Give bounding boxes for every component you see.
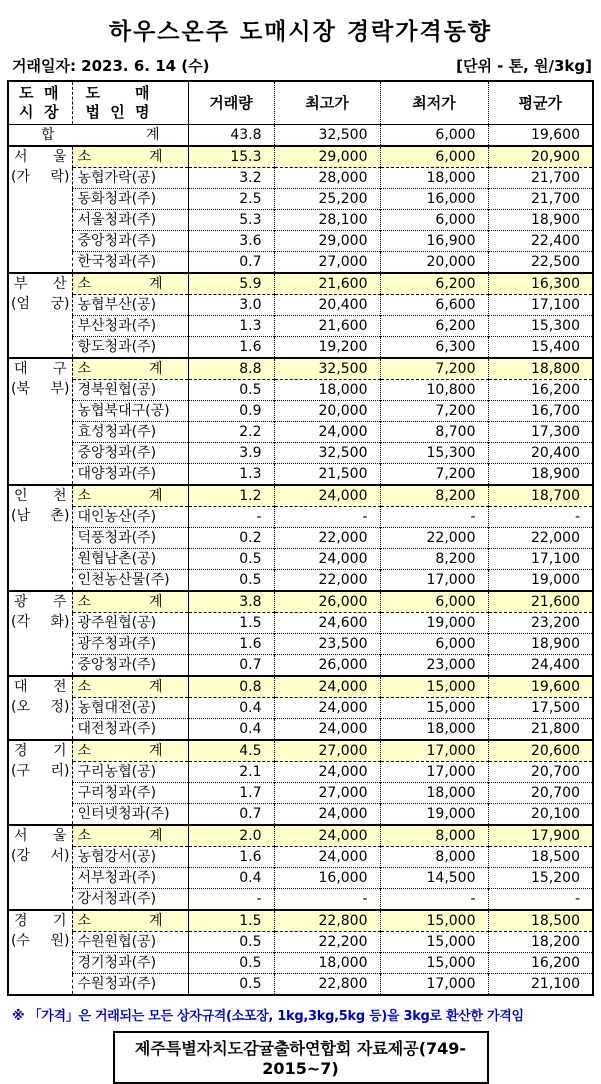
market-branch: (엄 궁) [11,296,70,313]
corp-name: 경기청과(주) [72,952,188,973]
corp-row [8,400,593,421]
header-market-line1: 도 매 [19,83,59,102]
cell-high-price: 24,000 [274,548,380,569]
cell-high-price: 22,800 [274,910,380,932]
cell-high-price: 21,500 [274,463,380,485]
cell-volume: 0.2 [188,527,274,548]
corp-row [8,761,593,782]
cell-low-price: 6,200 [380,315,488,336]
cell-volume: 3.2 [188,167,274,188]
corp-name: 광주원협(공) [72,612,188,633]
total-label: 합 계 [41,126,160,143]
corp-row [8,527,593,548]
cell-volume: 0.9 [188,400,274,421]
cell-volume: - [188,888,274,910]
cell-avg-price: 16,200 [488,379,593,400]
corp-name: 소 계 [72,146,188,168]
cell-low-price: 15,300 [380,442,488,463]
corp-name: 소 계 [72,676,188,698]
cell-volume: 2.2 [188,421,274,442]
cell-low-price: 19,000 [380,803,488,825]
cell-avg-price: 16,700 [488,400,593,421]
corp-row [8,846,593,867]
cell-volume: 0.4 [188,718,274,740]
cell-avg-price: 20,700 [488,761,593,782]
cell-volume: 0.5 [188,569,274,591]
cell-high-price: 18,000 [274,379,380,400]
cell-volume: 0.5 [188,548,274,569]
corp-name: 부산청과(주) [72,315,188,336]
cell-avg-price: 20,900 [488,146,593,168]
market-cell [8,485,72,591]
corp-name: 소 계 [72,825,188,847]
cell-low-price: 6,000 [380,591,488,613]
market-branch: (북 부) [11,381,70,398]
cell-high-price: 24,600 [274,612,380,633]
unit-label: [단위 - 톤, 원/3kg] [456,57,592,75]
cell-volume: 0.5 [188,952,274,973]
cell-volume: 3.6 [188,230,274,251]
market-name: 부 산 [14,275,67,292]
cell-high-price: 29,000 [274,146,380,168]
corp-name: 한국청과(주) [72,251,188,273]
corp-name: 농협부산(공) [72,294,188,315]
corp-row [8,421,593,442]
corp-row [8,251,593,273]
cell-high-price: - [274,888,380,910]
cell-low-price: 8,000 [380,825,488,847]
cell-low-price: 17,000 [380,740,488,762]
corp-row [8,230,593,251]
cell-low-price: 23,000 [380,654,488,676]
corp-name: 광주청과(주) [72,633,188,654]
cell-volume: 2.0 [188,825,274,847]
market-name: 서 울 [14,827,67,844]
total-row [8,124,593,146]
cell-low-price: 8,200 [380,548,488,569]
corp-row [8,931,593,952]
cell-low-price: 17,000 [380,761,488,782]
header-row [8,81,593,124]
market-cell [8,591,72,676]
corp-row [8,506,593,527]
market-name: 광 주 [14,593,67,610]
corp-name: 대양청과(주) [72,463,188,485]
corp-name: 구리청과(주) [72,782,188,803]
cell-high-price: 24,000 [274,761,380,782]
subtotal-row [8,825,593,847]
cell-avg-price: 16,300 [488,273,593,295]
corp-row [8,188,593,209]
cell-low-price: 6,300 [380,336,488,358]
cell-high-price: 27,000 [274,251,380,273]
cell-volume: 1.5 [188,612,274,633]
cell-avg-price: 15,200 [488,867,593,888]
cell-high-price: 25,200 [274,188,380,209]
cell-low-price: 18,000 [380,718,488,740]
cell-volume: 0.7 [188,654,274,676]
corp-name: 구리농협(공) [72,761,188,782]
cell-avg-price: 16,200 [488,952,593,973]
subtotal-row [8,910,593,932]
cell-avg-price: 19,600 [488,676,593,698]
cell-low-price: 6,000 [380,124,488,146]
corp-name: 동화청과(주) [72,188,188,209]
header-avg-price: 평균가 [488,81,593,124]
cell-low-price: 6,600 [380,294,488,315]
cell-avg-price: 18,900 [488,463,593,485]
subtotal-row [8,676,593,698]
market-cell [8,146,72,273]
cell-avg-price: 18,900 [488,633,593,654]
cell-avg-price: 21,100 [488,973,593,995]
cell-volume: 1.3 [188,315,274,336]
cell-high-price: 26,000 [274,591,380,613]
subtotal-row [8,740,593,762]
cell-avg-price: - [488,506,593,527]
cell-volume: 4.5 [188,740,274,762]
cell-high-price: - [274,506,380,527]
corp-row [8,294,593,315]
cell-avg-price: 19,600 [488,124,593,146]
corp-row [8,569,593,591]
market-branch: (오 정) [11,699,70,716]
corp-name: 소 계 [72,591,188,613]
corp-row [8,888,593,910]
cell-high-price: 32,500 [274,124,380,146]
cell-low-price: 8,700 [380,421,488,442]
cell-high-price: 24,000 [274,421,380,442]
corp-name: 소 계 [72,358,188,380]
cell-low-price: 16,900 [380,230,488,251]
cell-high-price: 24,000 [274,718,380,740]
cell-low-price: 8,000 [380,846,488,867]
cell-volume: 1.7 [188,782,274,803]
cell-high-price: 24,000 [274,846,380,867]
cell-high-price: 21,600 [274,315,380,336]
cell-avg-price: 20,100 [488,803,593,825]
cell-volume: 1.6 [188,633,274,654]
cell-low-price: 15,000 [380,931,488,952]
cell-low-price: 14,500 [380,867,488,888]
corp-name: 농협대전(공) [72,697,188,718]
market-name: 대 구 [14,360,67,377]
cell-high-price: 27,000 [274,782,380,803]
cell-low-price: 18,000 [380,782,488,803]
cell-volume: 1.2 [188,485,274,507]
corp-name: 수원청과(주) [72,973,188,995]
cell-volume: 0.7 [188,251,274,273]
cell-avg-price: 18,900 [488,209,593,230]
corp-row [8,973,593,995]
cell-avg-price: 17,100 [488,294,593,315]
cell-avg-price: 20,700 [488,782,593,803]
cell-avg-price: 19,000 [488,569,593,591]
corp-row [8,697,593,718]
cell-avg-price: 15,300 [488,315,593,336]
subtotal-row [8,273,593,295]
cell-avg-price: 21,800 [488,718,593,740]
cell-low-price: 7,200 [380,358,488,380]
corp-row [8,315,593,336]
cell-volume: 0.5 [188,379,274,400]
cell-avg-price: 20,600 [488,740,593,762]
cell-avg-price: 21,700 [488,188,593,209]
subtotal-row [8,146,593,168]
trade-date-label: 거래일자: 2023. 6. 14 (수) [12,57,210,75]
cell-low-price: 17,000 [380,569,488,591]
market-cell [8,358,72,485]
cell-volume: 0.4 [188,697,274,718]
cell-volume: 15.3 [188,146,274,168]
cell-high-price: 18,000 [274,952,380,973]
cell-low-price: - [380,506,488,527]
cell-low-price: 19,000 [380,612,488,633]
corp-row [8,952,593,973]
cell-avg-price: 17,100 [488,548,593,569]
cell-low-price: 15,000 [380,910,488,932]
cell-high-price: 16,000 [274,867,380,888]
cell-volume: 0.7 [188,803,274,825]
cell-avg-price: 18,700 [488,485,593,507]
market-cell [8,825,72,910]
cell-avg-price: 18,500 [488,910,593,932]
cell-volume: 2.5 [188,188,274,209]
cell-high-price: 22,000 [274,569,380,591]
corp-row [8,803,593,825]
cell-avg-price: 18,200 [488,931,593,952]
cell-avg-price: 18,800 [488,358,593,380]
corp-name: 원협남촌(공) [72,548,188,569]
corp-name: 수원원협(공) [72,931,188,952]
cell-avg-price: 22,400 [488,230,593,251]
cell-high-price: 21,600 [274,273,380,295]
corp-name: 서부청과(주) [72,867,188,888]
corp-row [8,463,593,485]
header-volume: 거래량 [188,81,274,124]
source-text: 제주특별자치도감귤출하연합회 자료제공(749-2015~7) [134,1038,467,1078]
cell-low-price: 7,200 [380,400,488,421]
cell-high-price: 32,500 [274,442,380,463]
market-branch: (가 락) [11,169,70,186]
header-market [8,81,72,124]
header-corp-line2: 법 인 명 [85,102,150,121]
cell-low-price: - [380,888,488,910]
corp-name: 소 계 [72,910,188,932]
corp-name: 대인농산(주) [72,506,188,527]
corp-row [8,209,593,230]
cell-high-price: 24,000 [274,803,380,825]
cell-avg-price: 20,400 [488,442,593,463]
cell-avg-price: - [488,888,593,910]
corp-name: 덕풍청과(주) [72,527,188,548]
market-cell [8,676,72,740]
corp-name: 소 계 [72,485,188,507]
corp-row [8,336,593,358]
cell-low-price: 6,000 [380,146,488,168]
cell-high-price: 22,800 [274,973,380,995]
cell-volume: 3.9 [188,442,274,463]
cell-high-price: 24,000 [274,697,380,718]
cell-volume: 0.5 [188,973,274,995]
market-cell [8,740,72,825]
cell-volume: 8.8 [188,358,274,380]
cell-volume: 5.9 [188,273,274,295]
corp-row [8,167,593,188]
cell-volume: 1.6 [188,846,274,867]
corp-name: 대전청과(주) [72,718,188,740]
cell-high-price: 28,100 [274,209,380,230]
cell-high-price: 20,400 [274,294,380,315]
cell-volume: 5.3 [188,209,274,230]
cell-avg-price: 24,400 [488,654,593,676]
cell-avg-price: 21,700 [488,167,593,188]
market-branch: (강 서) [11,848,70,865]
cell-low-price: 7,200 [380,463,488,485]
cell-high-price: 22,000 [274,527,380,548]
cell-low-price: 20,000 [380,251,488,273]
market-branch: (수 원) [11,933,70,950]
cell-avg-price: 17,300 [488,421,593,442]
header-market-line2: 시 장 [19,102,59,121]
corp-name: 중앙청과(주) [72,654,188,676]
corp-name: 농협강서(공) [72,846,188,867]
corp-name: 중앙청과(주) [72,230,188,251]
corp-row [8,633,593,654]
market-branch: (남 촌) [11,508,70,525]
subtotal-row [8,485,593,507]
cell-high-price: 23,500 [274,633,380,654]
cell-volume: 3.8 [188,591,274,613]
cell-avg-price: 18,500 [488,846,593,867]
cell-low-price: 17,000 [380,973,488,995]
market-name: 인 천 [14,487,67,504]
cell-volume: 2.1 [188,761,274,782]
price-table [7,80,594,996]
market-name: 대 전 [14,678,67,695]
market-cell [8,273,72,358]
corp-name: 경북원협(공) [72,379,188,400]
cell-high-price: 22,200 [274,931,380,952]
market-branch: (구 리) [11,763,70,780]
header-corp-line1: 도 매 [85,83,150,102]
corp-row [8,379,593,400]
market-name: 서 울 [14,148,67,165]
subtotal-row [8,358,593,380]
cell-volume: - [188,506,274,527]
cell-low-price: 22,000 [380,527,488,548]
cell-high-price: 19,200 [274,336,380,358]
cell-avg-price: 22,000 [488,527,593,548]
subtotal-row [8,591,593,613]
cell-avg-price: 15,400 [488,336,593,358]
page-title: 하우스온주 도매시장 경락가격동향 [108,19,493,45]
corp-row [8,718,593,740]
cell-high-price: 27,000 [274,740,380,762]
cell-volume: 0.8 [188,676,274,698]
market-branch: (각 화) [11,614,70,631]
cell-avg-price: 23,200 [488,612,593,633]
market-cell [8,910,72,995]
cell-low-price: 6,000 [380,209,488,230]
cell-high-price: 24,000 [274,485,380,507]
cell-low-price: 15,000 [380,952,488,973]
price-footnote: ※ 「가격」은 거래되는 모든 상자규격(소포장, 1kg,3kg,5kg 등)을 3kg로 환산한 가격임 [12,1008,524,1024]
cell-volume: 1.5 [188,910,274,932]
cell-low-price: 10,800 [380,379,488,400]
cell-high-price: 32,500 [274,358,380,380]
cell-low-price: 8,200 [380,485,488,507]
header-high-price: 최고가 [274,81,380,124]
header-corp [72,81,188,124]
cell-volume: 3.0 [188,294,274,315]
cell-high-price: 28,000 [274,167,380,188]
corp-row [8,548,593,569]
cell-low-price: 16,000 [380,188,488,209]
cell-high-price: 24,000 [274,676,380,698]
corp-name: 인터넷청과(주) [72,803,188,825]
corp-row [8,867,593,888]
cell-avg-price: 17,500 [488,697,593,718]
source-box [113,1031,489,1084]
cell-volume: 43.8 [188,124,274,146]
cell-low-price: 15,000 [380,697,488,718]
cell-low-price: 6,000 [380,633,488,654]
table-header [8,81,593,124]
corp-row [8,654,593,676]
cell-low-price: 15,000 [380,676,488,698]
corp-name: 항도청과(주) [72,336,188,358]
corp-name: 효성청과(주) [72,421,188,442]
cell-volume: 1.3 [188,463,274,485]
corp-name: 인천농산물(주) [72,569,188,591]
cell-low-price: 18,000 [380,167,488,188]
corp-name: 소 계 [72,273,188,295]
corp-name: 농협가락(공) [72,167,188,188]
cell-high-price: 24,000 [274,825,380,847]
cell-volume: 0.4 [188,867,274,888]
corp-name: 서울청과(주) [72,209,188,230]
corp-name: 농협북대구(공) [72,400,188,421]
corp-row [8,612,593,633]
cell-volume: 0.5 [188,931,274,952]
cell-high-price: 20,000 [274,400,380,421]
header-low-price: 최저가 [380,81,488,124]
cell-avg-price: 22,500 [488,251,593,273]
corp-row [8,442,593,463]
cell-volume: 1.6 [188,336,274,358]
cell-avg-price: 21,600 [488,591,593,613]
corp-row [8,782,593,803]
corp-name: 소 계 [72,740,188,762]
cell-high-price: 29,000 [274,230,380,251]
cell-high-price: 26,000 [274,654,380,676]
market-name: 경 기 [14,912,67,929]
cell-low-price: 6,200 [380,273,488,295]
meta-row [12,55,592,76]
cell-avg-price: 17,900 [488,825,593,847]
corp-name: 강서청과(주) [72,888,188,910]
market-name: 경 기 [14,742,67,759]
table-body [8,124,593,995]
corp-name: 중앙청과(주) [72,442,188,463]
